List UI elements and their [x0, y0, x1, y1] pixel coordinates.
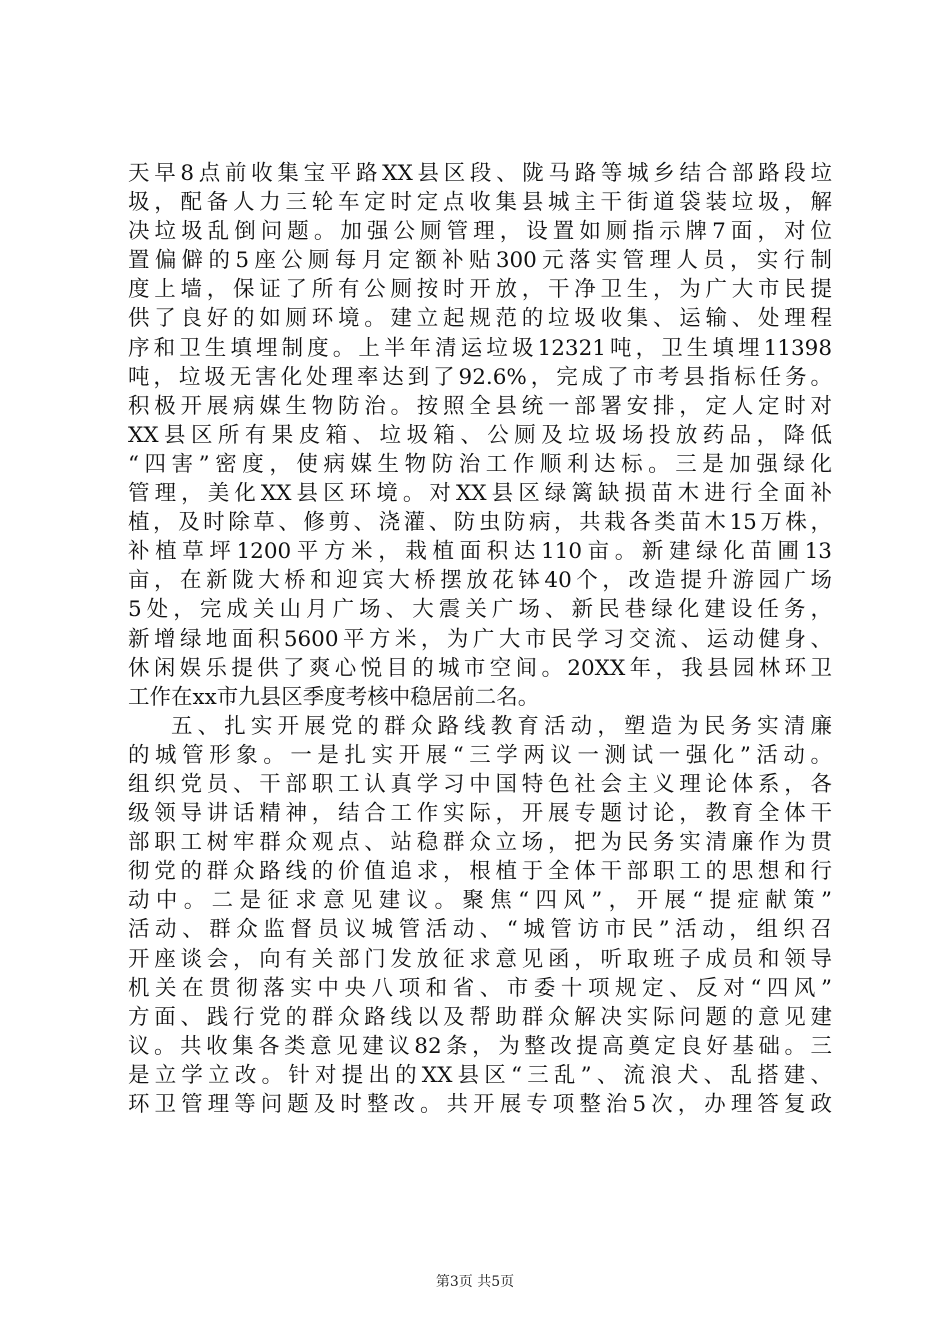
- text-line: 吨，垃圾无害化处理率达到了92.6%，完成了市考县指标任务。: [128, 364, 832, 390]
- text-line: XX县区所有果皮箱、垃圾箱、公厕及垃圾场投放药品，降低: [128, 422, 832, 448]
- text-line: 工作在xx市九县区季度考核中稳居前二名。: [128, 684, 540, 710]
- text-line: 方面、践行党的群众路线以及帮助群众解决实际问题的意见建: [128, 1004, 832, 1030]
- text-line: 部职工树牢群众观点、站稳群众立场，把为民务实清廉作为贯: [128, 830, 832, 856]
- text-line: 五、扎实开展党的群众路线教育活动，塑造为民务实清廉: [171, 713, 832, 739]
- text-line: 开座谈会，向有关部门发放征求意见函，听取班子成员和领导: [128, 946, 832, 972]
- text-line: 环卫管理等问题及时整改。共开展专项整治5次，办理答复政: [128, 1092, 832, 1117]
- text-line: 彻党的群众路线的价值追求，根植于全体干部职工的思想和行: [128, 859, 832, 885]
- text-line: 天早8点前收集宝平路XX县区段、陇马路等城乡结合部路段垃: [128, 161, 832, 186]
- text-line: 议。共收集各类意见建议82条，为整改提高奠定良好基础。三: [128, 1033, 832, 1059]
- text-line: 决垃圾乱倒问题。加强公厕管理，设置如厕指示牌7面，对位: [128, 219, 832, 245]
- text-line: 积极开展病媒生物防治。按照全县统一部署安排，定人定时对: [128, 393, 832, 419]
- text-line: 度上墙，保证了所有公厕按时开放，干净卫生，为广大市民提: [128, 277, 832, 303]
- text-line: 植，及时除草、修剪、浇灌、防虫防病，共栽各类苗木15万株，: [128, 510, 832, 536]
- text-line: 休闲娱乐提供了爽心悦目的城市空间。20XX年，我县园林环卫: [128, 655, 832, 681]
- text-line: 补植草坪1200平方米，栽植面积达110亩。新建绿化苗圃13: [128, 539, 832, 565]
- text-line: 动中。二是征求意见建议。聚焦“四风”，开展“提症献策”: [128, 888, 832, 914]
- page-footer: [0, 1271, 950, 1291]
- text-line: 圾，配备人力三轮车定时定点收集县城主干街道袋装垃圾，解: [128, 190, 832, 216]
- text-line: 的城管形象。一是扎实开展“三学两议一测试一强化”活动。: [128, 742, 832, 768]
- text-line: 级领导讲话精神，结合工作实际，开展专题讨论，教育全体干: [128, 801, 832, 827]
- body-text: [128, 159, 832, 1119]
- page-number-label: 第3页 共5页: [435, 1274, 515, 1290]
- text-line: 是立学立改。针对提出的XX县区“三乱”、流浪犬、乱搭建、: [128, 1062, 832, 1088]
- text-line: 机关在贯彻落实中央八项和省、市委十项规定、反对“四风”: [128, 975, 832, 1001]
- text-line: 供了良好的如厕环境。建立起规范的垃圾收集、运输、处理程: [128, 306, 832, 332]
- text-line: 亩，在新陇大桥和迎宾大桥摆放花钵40个，改造提升游园广场: [128, 568, 832, 594]
- text-line: 序和卫生填埋制度。上半年清运垃圾12321吨，卫生填埋11398: [128, 335, 832, 361]
- text-line: “四害”密度，使病媒生物防治工作顺利达标。三是加强绿化: [128, 451, 832, 477]
- text-line: 管理，美化XX县区环境。对XX县区绿篱缺损苗木进行全面补: [128, 481, 832, 507]
- text-line: 活动、群众监督员议城管活动、“城管访市民”活动，组织召: [128, 917, 832, 943]
- text-line: 新增绿地面积5600平方米，为广大市民学习交流、运动健身、: [128, 626, 832, 652]
- text-line: 置偏僻的5座公厕每月定额补贴300元落实管理人员，实行制: [128, 248, 832, 274]
- text-line: 组织党员、干部职工认真学习中国特色社会主义理论体系，各: [128, 771, 832, 797]
- text-line: 5处，完成关山月广场、大震关广场、新民巷绿化建设任务，: [128, 597, 832, 623]
